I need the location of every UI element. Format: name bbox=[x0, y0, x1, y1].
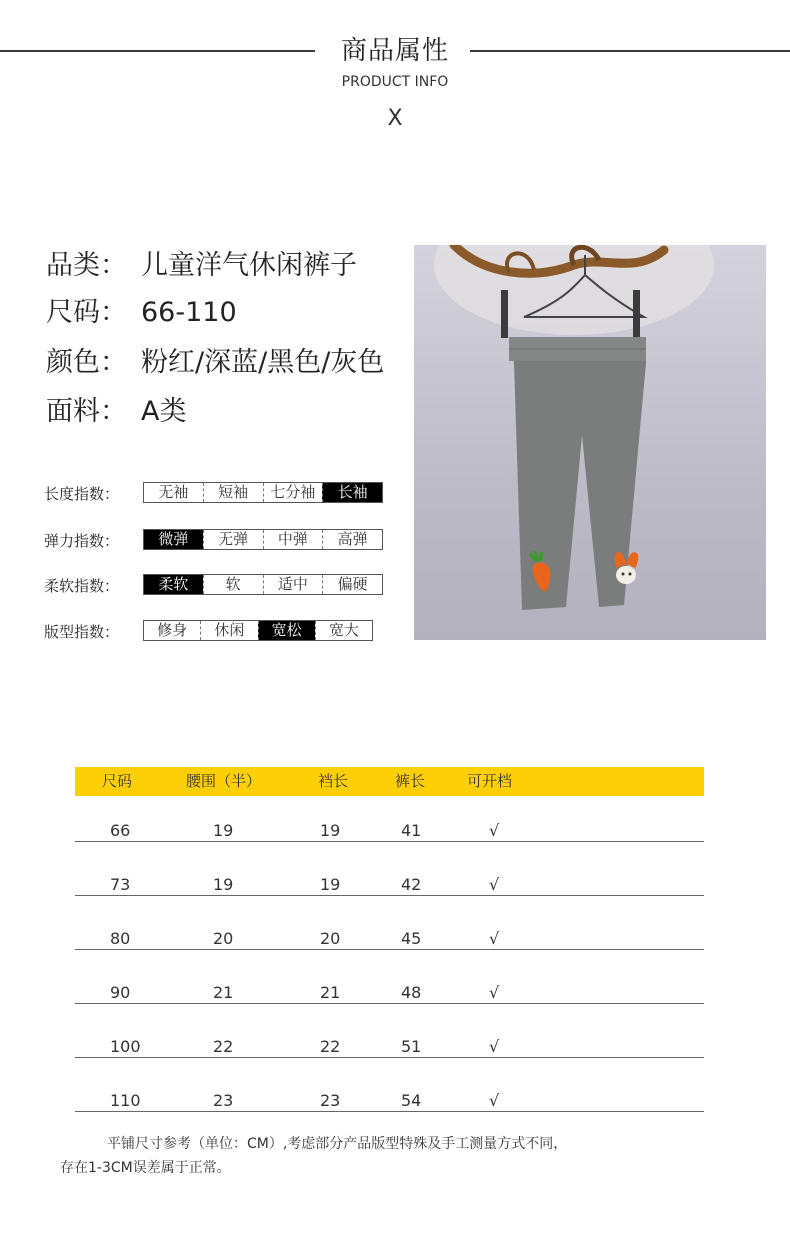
softness-option: 偏硬 bbox=[322, 575, 382, 594]
elasticity-option: 无弹 bbox=[203, 530, 263, 549]
length-index-label: 长度指数： bbox=[44, 485, 120, 503]
table-cell: 41 bbox=[401, 821, 422, 840]
table-cell: 19 bbox=[320, 821, 341, 840]
header-waist: 腰围（半） bbox=[186, 772, 262, 790]
measurement-note-line1: 平铺尺寸参考（单位：CM）,考虑部分产品版型特殊及手工测量方式不同， bbox=[107, 1136, 568, 1152]
attribute-fabric bbox=[46, 389, 186, 428]
measurement-note-line2: 存在1-3CM误差属于正常。 bbox=[60, 1160, 231, 1176]
table-cell: 19 bbox=[213, 875, 234, 894]
fit-option: 修身 bbox=[157, 621, 188, 639]
table-cell: √ bbox=[489, 1091, 500, 1110]
elasticity-option-selected: 微弹 bbox=[144, 530, 203, 549]
softness-option: 适中 bbox=[263, 575, 323, 594]
attribute-size bbox=[46, 290, 237, 329]
table-cell: 19 bbox=[213, 821, 234, 840]
table-cell: 110 bbox=[110, 1091, 141, 1110]
attribute-key: 面料： bbox=[46, 396, 127, 427]
table-cell: 80 bbox=[110, 929, 131, 948]
table-cell: √ bbox=[489, 1037, 500, 1056]
table-cell: √ bbox=[489, 929, 500, 948]
attribute-key: 品类： bbox=[46, 250, 127, 281]
length-index-scale bbox=[143, 482, 383, 503]
table-cell: √ bbox=[489, 821, 500, 840]
attribute-key: 颜色： bbox=[46, 347, 127, 378]
pants-illustration bbox=[414, 245, 766, 640]
elasticity-index-label: 弹力指数： bbox=[44, 532, 120, 550]
attribute-key: 尺码： bbox=[46, 297, 127, 328]
table-cell: √ bbox=[489, 875, 500, 894]
table-cell: 90 bbox=[110, 983, 131, 1002]
attribute-category bbox=[46, 243, 357, 282]
fit-option: 宽大 bbox=[315, 621, 372, 640]
length-option: 短袖 bbox=[203, 483, 263, 502]
table-cell: 100 bbox=[110, 1037, 141, 1056]
header-length: 裤长 bbox=[395, 772, 426, 790]
row-divider bbox=[75, 1057, 704, 1058]
size-table-header bbox=[75, 767, 704, 796]
fit-index-scale bbox=[143, 620, 373, 641]
table-cell: 19 bbox=[320, 875, 341, 894]
table-cell: √ bbox=[489, 983, 500, 1002]
header-size: 尺码 bbox=[102, 772, 133, 790]
table-cell: 23 bbox=[320, 1091, 341, 1110]
table-cell: 42 bbox=[401, 875, 422, 894]
attribute-value: 粉红/深蓝/黑色/灰色 bbox=[141, 347, 385, 378]
x-mark: X bbox=[387, 106, 403, 131]
table-cell: 21 bbox=[320, 983, 341, 1002]
softness-option: 软 bbox=[203, 575, 263, 594]
row-divider bbox=[75, 895, 704, 896]
attribute-value: 儿童洋气休闲裤子 bbox=[141, 250, 357, 281]
elasticity-option: 中弹 bbox=[263, 530, 323, 549]
table-cell: 66 bbox=[110, 821, 131, 840]
table-cell: 21 bbox=[213, 983, 234, 1002]
attribute-color bbox=[46, 340, 384, 379]
header-rise: 裆长 bbox=[318, 772, 349, 790]
row-divider bbox=[75, 1003, 704, 1004]
table-cell: 23 bbox=[213, 1091, 234, 1110]
header-rule-left bbox=[0, 50, 315, 52]
elasticity-option: 高弹 bbox=[322, 530, 382, 549]
header-open-crotch: 可开档 bbox=[467, 772, 513, 790]
table-cell: 22 bbox=[213, 1037, 234, 1056]
page-title: 商品属性 bbox=[340, 36, 449, 66]
attribute-value: A类 bbox=[141, 396, 187, 427]
softness-option-selected: 柔软 bbox=[144, 575, 203, 594]
product-photo bbox=[414, 245, 766, 640]
row-divider bbox=[75, 949, 704, 950]
length-option: 无袖 bbox=[158, 483, 189, 501]
table-cell: 54 bbox=[401, 1091, 422, 1110]
fit-index-label: 版型指数： bbox=[44, 623, 120, 641]
page-subtitle: PRODUCT INFO bbox=[341, 74, 449, 90]
table-cell: 20 bbox=[320, 929, 341, 948]
table-cell: 73 bbox=[110, 875, 131, 894]
fit-option-selected: 宽松 bbox=[258, 621, 315, 640]
softness-index-scale bbox=[143, 574, 383, 595]
softness-index-label: 柔软指数： bbox=[44, 577, 120, 595]
row-divider bbox=[75, 1111, 704, 1112]
fit-option: 休闲 bbox=[200, 621, 257, 640]
table-cell: 20 bbox=[213, 929, 234, 948]
table-cell: 48 bbox=[401, 983, 422, 1002]
table-cell: 51 bbox=[401, 1037, 422, 1056]
length-option: 七分袖 bbox=[263, 483, 323, 502]
table-cell: 22 bbox=[320, 1037, 341, 1056]
elasticity-index-scale bbox=[143, 529, 383, 550]
length-option-selected: 长袖 bbox=[322, 483, 382, 502]
attribute-value: 66-110 bbox=[141, 297, 237, 328]
table-cell: 45 bbox=[401, 929, 422, 948]
header-rule-right bbox=[470, 50, 790, 52]
row-divider bbox=[75, 841, 704, 842]
